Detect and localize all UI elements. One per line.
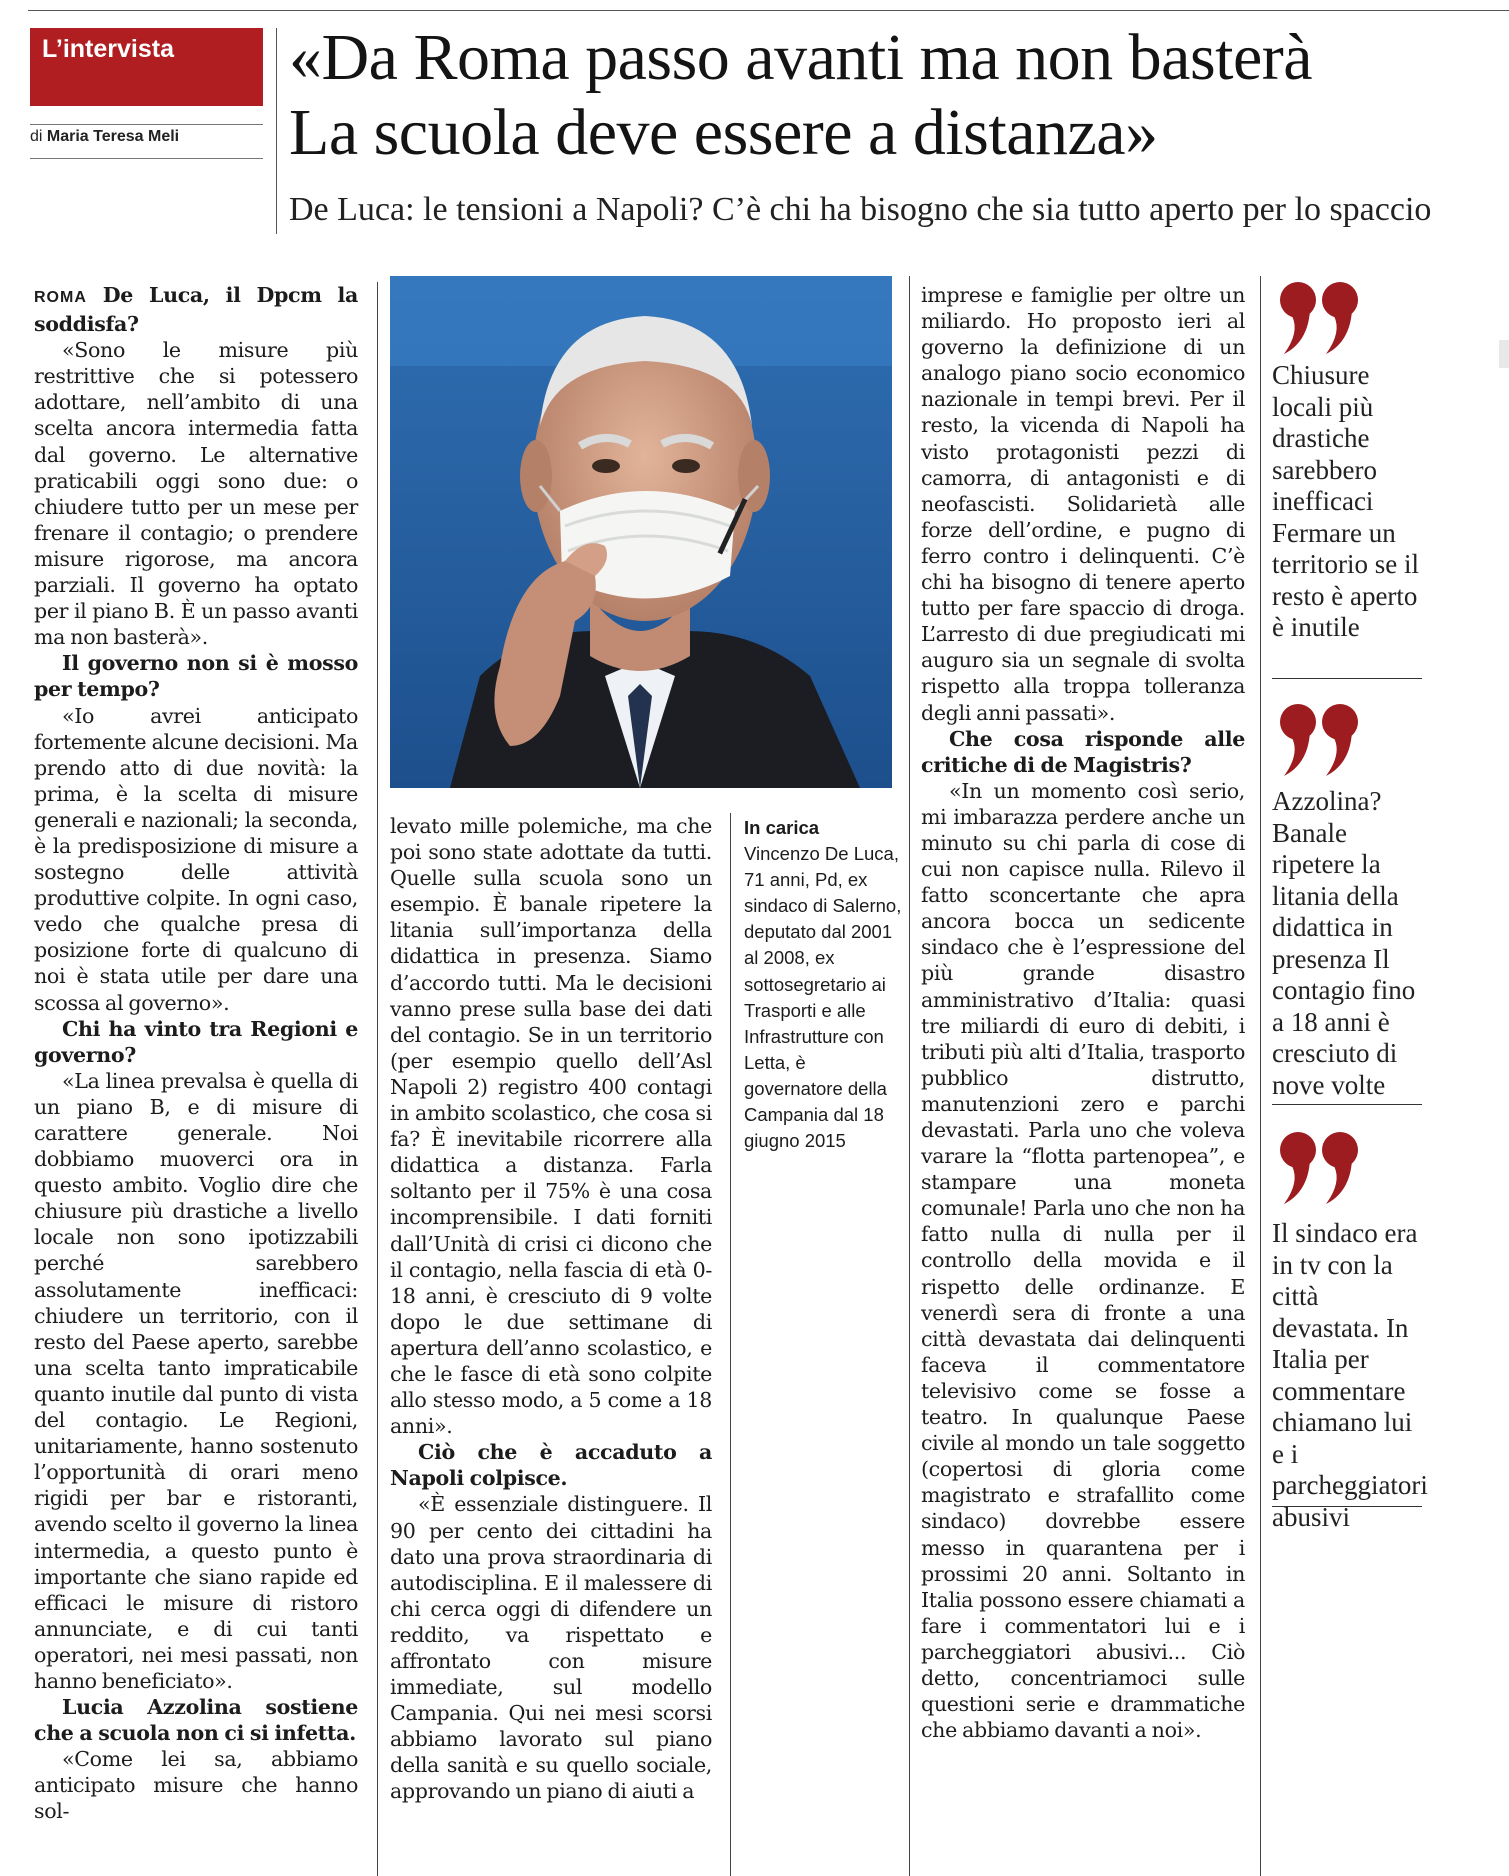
question-4: Lucia Azzolina sostiene che a scuola non ci si infetta. <box>34 1695 358 1746</box>
author-rule-bottom <box>30 158 263 159</box>
quote-mark-icon <box>1278 1130 1368 1210</box>
article-column-1 <box>34 282 358 1825</box>
answer-4-continued: levato mille polemiche, ma che poi sono state adottate da tutti. Quelle sulla scuola sono un esempio. È banale ripetere la litania sull’importanza della didattica in presenza. Siamo d’accordo tutti. Ma le decisioni vanno prese sulla base dei dati del contagio. Se in un territorio (per esempio quello dell’Asl Napoli 2) registro 400 contagi in ambito scolastico, che cosa si fa? È inevitabile ricorrere alla didattica a distanza. Farla soltanto per il 75% è una cosa incomprensibile. I dati forniti dall’Unità di crisi ci dicono che il contagio, nella fascia di età 0-18 anni, è cresciuto di 9 volte dopo le due settimane di apertura dell’anno scolastico, e che le fasce di età sono colpite allo stesso modo, a 5 come a 18 anni». <box>390 814 712 1439</box>
answer-3: «La linea prevalsa è quella di un piano B, e di misure di carattere generale. Noi dobbiamo muoverci ora in questo ambito. Voglio dire che chiusure più drastiche a livello locale non sono ipotizzabili perché sarebbero assolutamente inefficaci: chiudere un territorio, con il resto del Paese aperto, sarebbe una scelta tanto impraticabile quanto inutile dal punto di vista del contagio. Le Regioni, unitariamente, hanno sostenuto l’opportunità di orari meno rigidi per bar e ristoranti, avendo scelto il governo la linea intermedia, a questo punto è importante che siano rapide ed efficaci le misure di ristoro annunciate, e di cui tanti operatori, nei mesi passati, non hanno beneficiato». <box>34 1068 358 1693</box>
question-5: Ciò che è accaduto a Napoli colpisce. <box>390 1440 712 1491</box>
pullquote-3: Il sindaco era in tv con la città devastata. In Italia per commentare chiamano lui e i parcheggiatori abusivi <box>1272 1218 1428 1532</box>
headline-line-2: La scuola deve essere a distanza» <box>289 96 1158 169</box>
caption-text: Vincenzo De Luca, 71 anni, Pd, ex sindaco di Salerno, deputato dal 2001 al 2008, ex sottosegretario ai Trasporti e alle Infrastrutture con Letta, è governatore della Campania dal 18 giugno 2015 <box>744 843 902 1152</box>
portrait-photo <box>390 276 892 788</box>
pullquote-2: Azzolina? Banale ripetere la litania della didattica in presenza Il contagio fino a 18 anni è cresciuto di nove volte <box>1272 786 1416 1100</box>
answer-2: «Io avrei anticipato fortemente alcune decisioni. Ma prendo atto di due novità: la prima, è la scelta di misure generali e nazionali; la seconda, è la predisposizione di misure a sostegno delle attività produttive colpite. In ogni caso, vedo che qualche presa di posizione forte di qualcuno di noi è stata utile per dare una scossa al governo». <box>34 703 358 1015</box>
article-column-3 <box>921 282 1245 1743</box>
byline-name: Maria Teresa Meli <box>46 128 180 145</box>
subheadline: De Luca: le tensioni a Napoli? C’è chi ha bisogno che sia tutto aperto per lo spaccio <box>289 191 1432 228</box>
quote-mark-icon <box>1278 702 1368 782</box>
question-2: Il governo non si è mosso per tempo? <box>34 651 358 702</box>
byline-prefix: di <box>30 128 43 145</box>
answer-4-start: «Come lei sa, abbiamo anticipato misure che hanno sol- <box>34 1747 358 1824</box>
column-divider-1 <box>377 282 378 1876</box>
portrait-image <box>390 276 892 788</box>
column-divider-3 <box>1260 276 1261 1876</box>
top-rule <box>28 10 1509 11</box>
headline <box>289 20 1499 170</box>
pullquote-rule-2 <box>1272 1104 1422 1105</box>
quote-mark-icon <box>1278 280 1368 360</box>
page-edge-mark <box>1499 340 1509 368</box>
headline-divider <box>276 28 277 234</box>
pullquote-rule-1 <box>1272 678 1422 679</box>
author-rule <box>30 124 263 125</box>
column-divider-2 <box>909 276 910 1876</box>
caption-divider <box>730 813 731 1876</box>
question-3: Chi ha vinto tra Regioni e governo? <box>34 1016 358 1067</box>
headline-line-1: «Da Roma passo avanti ma non basterà <box>289 21 1313 94</box>
answer-1: «Sono le misure più restrittive che si potessero adottare, nell’ambito di una scelta ancora intermedia fatta dal governo. Le alternative praticabili oggi sono due: o chiudere tutto per un mese per frenare il contagio; o prendere misure rigorose, ma ancora parziali. Il governo ha optato per il piano B. È un passo avanti ma non basterà». <box>34 338 358 650</box>
article-column-2 <box>390 813 712 1805</box>
answer-5-start: «È essenziale distinguere. Il 90 per cento dei cittadini ha dato una prova straordinaria di autodisciplina. E il malessere di chi cerca oggi di difendere un reddito, va rispettato e affrontato con misure immediate, sul modello Campania. Qui nei mesi scorsi abbiamo lavorato sul piano della sanità e su quello sociale, approvando un piano di aiuti a <box>390 1492 712 1804</box>
answer-6: «In un momento così serio, mi imbarazza perdere anche un minuto su chi parla di cose di cui non capisce nulla. Rilevo il fatto sconcertante che apra ancora bocca un sedicente sindaco che è l’espressione del più grande disastro amministrativo d’Italia: quasi tre miliardi di euro di debiti, i tributi più alti d’Italia, trasporto pubblico distrutto, manutenzioni zero e parchi devastati. Parla uno che voleva varare la “flotta partenopea”, e stampare una moneta comunale! Parla uno che non ha fatto nulla di nulla per il controllo della movida e il rispetto delle ordinanze. E venerdì sera di fronte a una città devastata dai delinquenti faceva il commentatore televisivo come se fosse a teatro. In qualunque Paese civile al mondo un tale soggetto (copertosi di gloria come magistrato e strafallito come sindaco) dovrebbe essere messo in quarantena per i prossimi 20 anni. Soltanto in Italia possono essere chiamati a fare i commentatori lui e i parcheggiatori abusivi... Ciò detto, concentriamoci sulle questioni serie e drammatiche che abbiamo davanti a noi». <box>921 778 1245 1743</box>
question-6: Che cosa risponde alle critiche di de Magistris? <box>921 726 1245 777</box>
byline <box>30 128 179 146</box>
question-1: ROMA De Luca, il Dpcm la soddisfa? <box>34 283 358 337</box>
pullquote-rule-3 <box>1272 1506 1422 1507</box>
photo-caption <box>744 815 904 1154</box>
dateline: ROMA <box>34 289 87 306</box>
pullquote-1: Chiusure locali più drastiche sarebbero inefficaci Fermare un territorio se il resto è aperto è inutile <box>1272 360 1419 642</box>
caption-title: In carica <box>744 817 820 838</box>
answer-5-continued: imprese e famiglie per oltre un miliardo. Ho proposto ieri al governo la definizione di un analogo piano socio economico nazionale in tempi brevi. Per il resto, la vicenda di Napoli ha visto protagonisti pezzi di camorra, di antagonisti e di neofascisti. Solidarietà alle forze dell’ordine, e pugno di ferro contro i delinquenti. C’è chi ha bisogno di tenere aperto tutto per fare spaccio di droga. L’arresto di due pregiudicati mi auguro sia un segnale di svolta rispetto alla troppa tolleranza degli anni passati». <box>921 283 1245 725</box>
section-kicker: L’intervista <box>30 28 263 106</box>
